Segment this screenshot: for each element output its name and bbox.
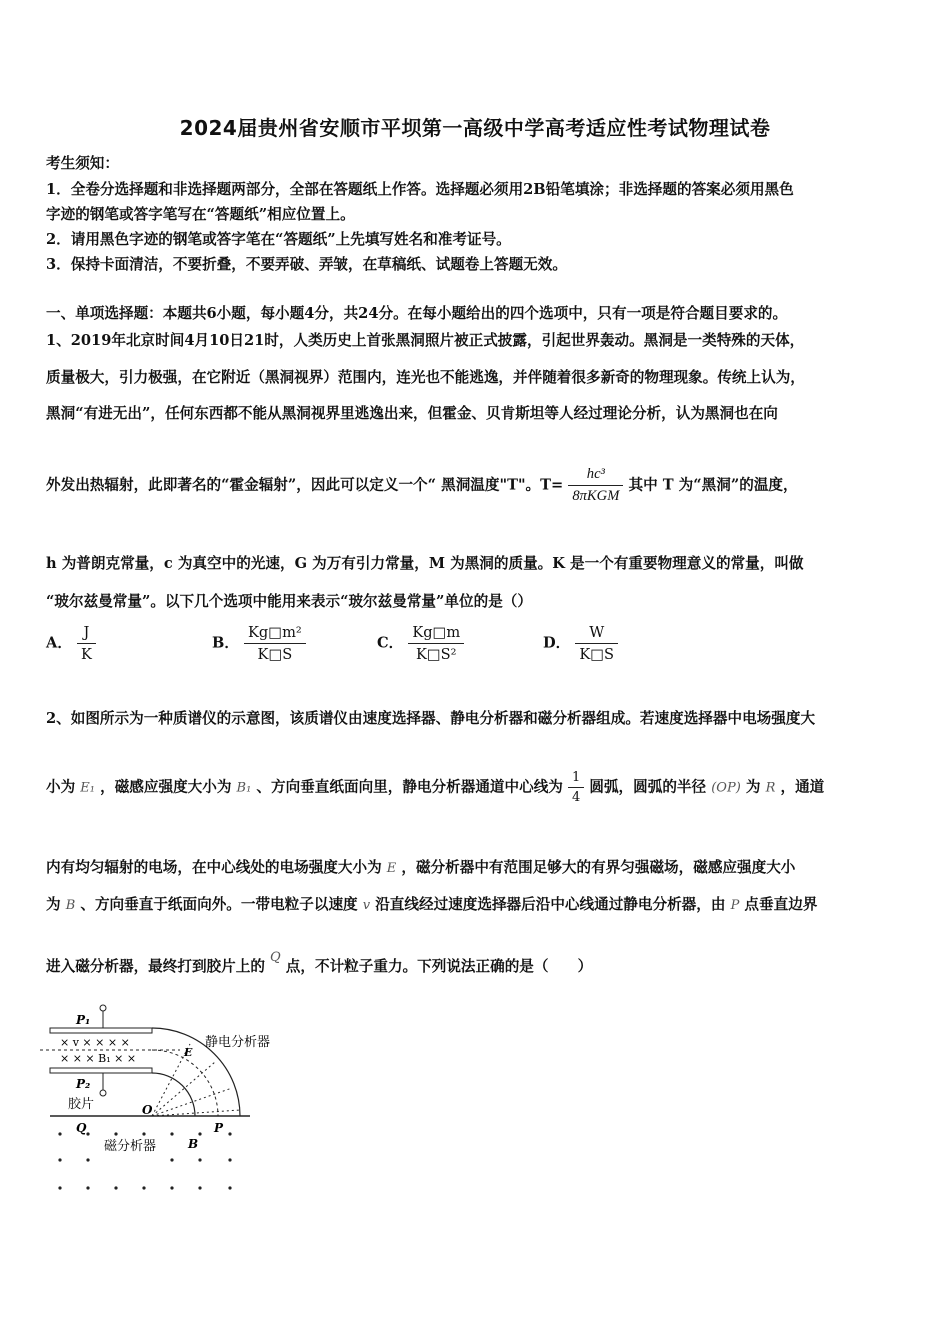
formula-denominator: 8πKGM (572, 488, 620, 504)
page-title: 2024届贵州省安顺市平坝第一高级中学高考适应性考试物理试卷 (179, 116, 771, 140)
field-row: × v × × × × (60, 1036, 130, 1049)
terminal-bottom (100, 1090, 106, 1096)
text: 圆弧，圆弧的半径 (589, 778, 707, 796)
symbol-b: B (65, 898, 76, 913)
label-e: E (184, 1046, 193, 1059)
esa-center-arc (152, 1050, 218, 1116)
field-line (152, 1110, 240, 1116)
notice-item: 字迹的钢笔或答字笔写在“答题纸”相应位置上。 (46, 206, 355, 223)
text: 点，不计粒子重力。下列说法正确的是（ ） (285, 958, 593, 975)
text: ，磁感应强度大小为 (100, 778, 232, 796)
q1-line: h 为普朗克常量，c 为真空中的光速，G 为万有引力常量，M 为黑洞的质量。K 是一个有重要物理意义的常量，叫做 (46, 555, 804, 572)
fraction-den: 4 (571, 790, 581, 805)
esa-inner-arc (152, 1073, 195, 1116)
option-den: K□S (257, 646, 293, 663)
option-label: C． (377, 634, 404, 652)
option-a[interactable] (46, 624, 96, 663)
option-label: B． (212, 634, 239, 652)
text: ，磁分析器中有范围足够大的有界匀强磁场，磁感应强度大小 (401, 859, 796, 876)
notice-item: 3．保持卡面清洁，不要折叠，不要弄破、弄皱，在草稿纸、试题卷上答题无效。 (46, 256, 567, 273)
label-p: P (214, 1121, 224, 1135)
hawking-temperature-formula (568, 466, 623, 505)
option-num: Kg□m² (244, 624, 306, 644)
q2-line: 2、如图所示为一种质谱仪的示意图，该质谱仪由速度选择器、静电分析器和磁分析器组成。若速度选择器中电场强度大 (46, 710, 816, 727)
option-num: W (575, 624, 618, 644)
text: 内有均匀辐射的电场，在中心线处的电场强度大小为 (46, 859, 382, 876)
plate-p1 (50, 1028, 152, 1033)
option-den: K□S² (415, 646, 457, 663)
text: 为 (745, 778, 761, 796)
q1-line: 黑洞“有进无出”，任何东西都不能从黑洞视界里逃逸出来，但霍金、贝肯斯坦等人经过理论分析，认为黑洞也在向 (46, 405, 778, 422)
option-fraction (575, 624, 618, 663)
symbol-e: E (386, 861, 397, 876)
terminal-top (100, 1005, 106, 1011)
option-fraction (77, 624, 96, 663)
text: 小为 (46, 778, 76, 796)
section-header: 一、单项选择题：本题共6小题，每小题4分，共24分。在每小题给出的四个选项中，只有一项是符合题目要求的。 (46, 305, 788, 322)
label-film: 胶片 (68, 1097, 95, 1112)
q2-line3 (46, 856, 795, 877)
option-b[interactable] (212, 624, 306, 663)
notice-item: 1．全卷分选择题和非选择题两部分，全部在答题纸上作答。选择题必须用2B铅笔填涂；非选择题的答案必须用黑色 (46, 181, 794, 198)
label-q: Q (76, 1121, 87, 1135)
label-esa: 静电分析器 (205, 1035, 271, 1050)
option-label: A． (46, 634, 72, 652)
text: 进入磁分析器，最终打到胶片上的 (46, 958, 265, 975)
q2-line5 (46, 950, 593, 976)
option-fraction (408, 624, 464, 663)
plate-p2 (50, 1068, 152, 1073)
symbol-r: R (765, 780, 776, 796)
symbol-b1: B₁ (236, 780, 252, 796)
symbol-q: Q (270, 950, 281, 965)
field-line (152, 1062, 215, 1116)
mass-spectrometer-diagram (40, 1000, 300, 1200)
symbol-e1: E₁ (80, 780, 95, 796)
fraction-num: 1 (568, 770, 584, 788)
symbol-op: (OP) (711, 780, 741, 796)
option-d[interactable] (543, 624, 618, 663)
label-msa: 磁分析器 (104, 1139, 157, 1154)
label-p1: P₁ (76, 1013, 91, 1027)
q1-line: 质量极大，引力极强，在它附近（黑洞视界）范围内，连光也不能逃逸，并伴随着很多新奇的物理现象。传统上认为， (46, 369, 805, 386)
label-p2: P₂ (76, 1077, 91, 1091)
text: ，通道 (780, 778, 825, 796)
text: 为 (46, 896, 61, 913)
option-fraction (244, 624, 306, 663)
label-o: O (142, 1103, 153, 1117)
label-b: B (188, 1137, 199, 1151)
formula-numerator: hc³ (568, 466, 623, 486)
symbol-v: v (362, 898, 371, 913)
text: 点垂直边界 (744, 896, 818, 913)
text: 沿直线经过速度选择器后沿中心线通过静电分析器，由 (375, 896, 726, 913)
notice-item: 2．请用黑色字迹的钢笔或答字笔在“答题纸”上先填写姓名和准考证号。 (46, 231, 511, 248)
text: 、方向垂直纸面向里，静电分析器通道中心线为 (256, 778, 563, 796)
symbol-p: P (730, 898, 740, 913)
q1-line: 1、2019年北京时间4月10日21时，人类历史上首张黑洞照片被正式披露，引起世界轰动。黑洞是一类特殊的天体， (46, 332, 805, 349)
option-den: K□S (579, 646, 615, 663)
q1-line4-pre: 外发出热辐射，此即著名的“霍金辐射”，因此可以定义一个“ 黑洞温度"T"。T= (46, 476, 564, 494)
quarter-fraction (568, 770, 584, 805)
q2-line2 (46, 770, 824, 805)
option-den: K (81, 646, 92, 663)
q1-line: “玻尔兹曼常量”。以下几个选项中能用来表示“玻尔兹曼常量”单位的是（） (46, 593, 532, 610)
notice-heading: 考生须知： (46, 155, 119, 172)
option-label: D． (543, 634, 571, 652)
option-c[interactable] (377, 624, 464, 663)
option-num: Kg□m (408, 624, 464, 644)
text: 、方向垂直于纸面向外。一带电粒子以速度 (80, 896, 358, 913)
q1-line4-post: 其中 T 为“黑洞”的温度， (628, 476, 798, 494)
field-row: × × × B₁ × × (60, 1052, 137, 1065)
q2-line4 (46, 893, 817, 914)
option-num: J (77, 624, 96, 644)
q1-formula-line (46, 466, 798, 505)
